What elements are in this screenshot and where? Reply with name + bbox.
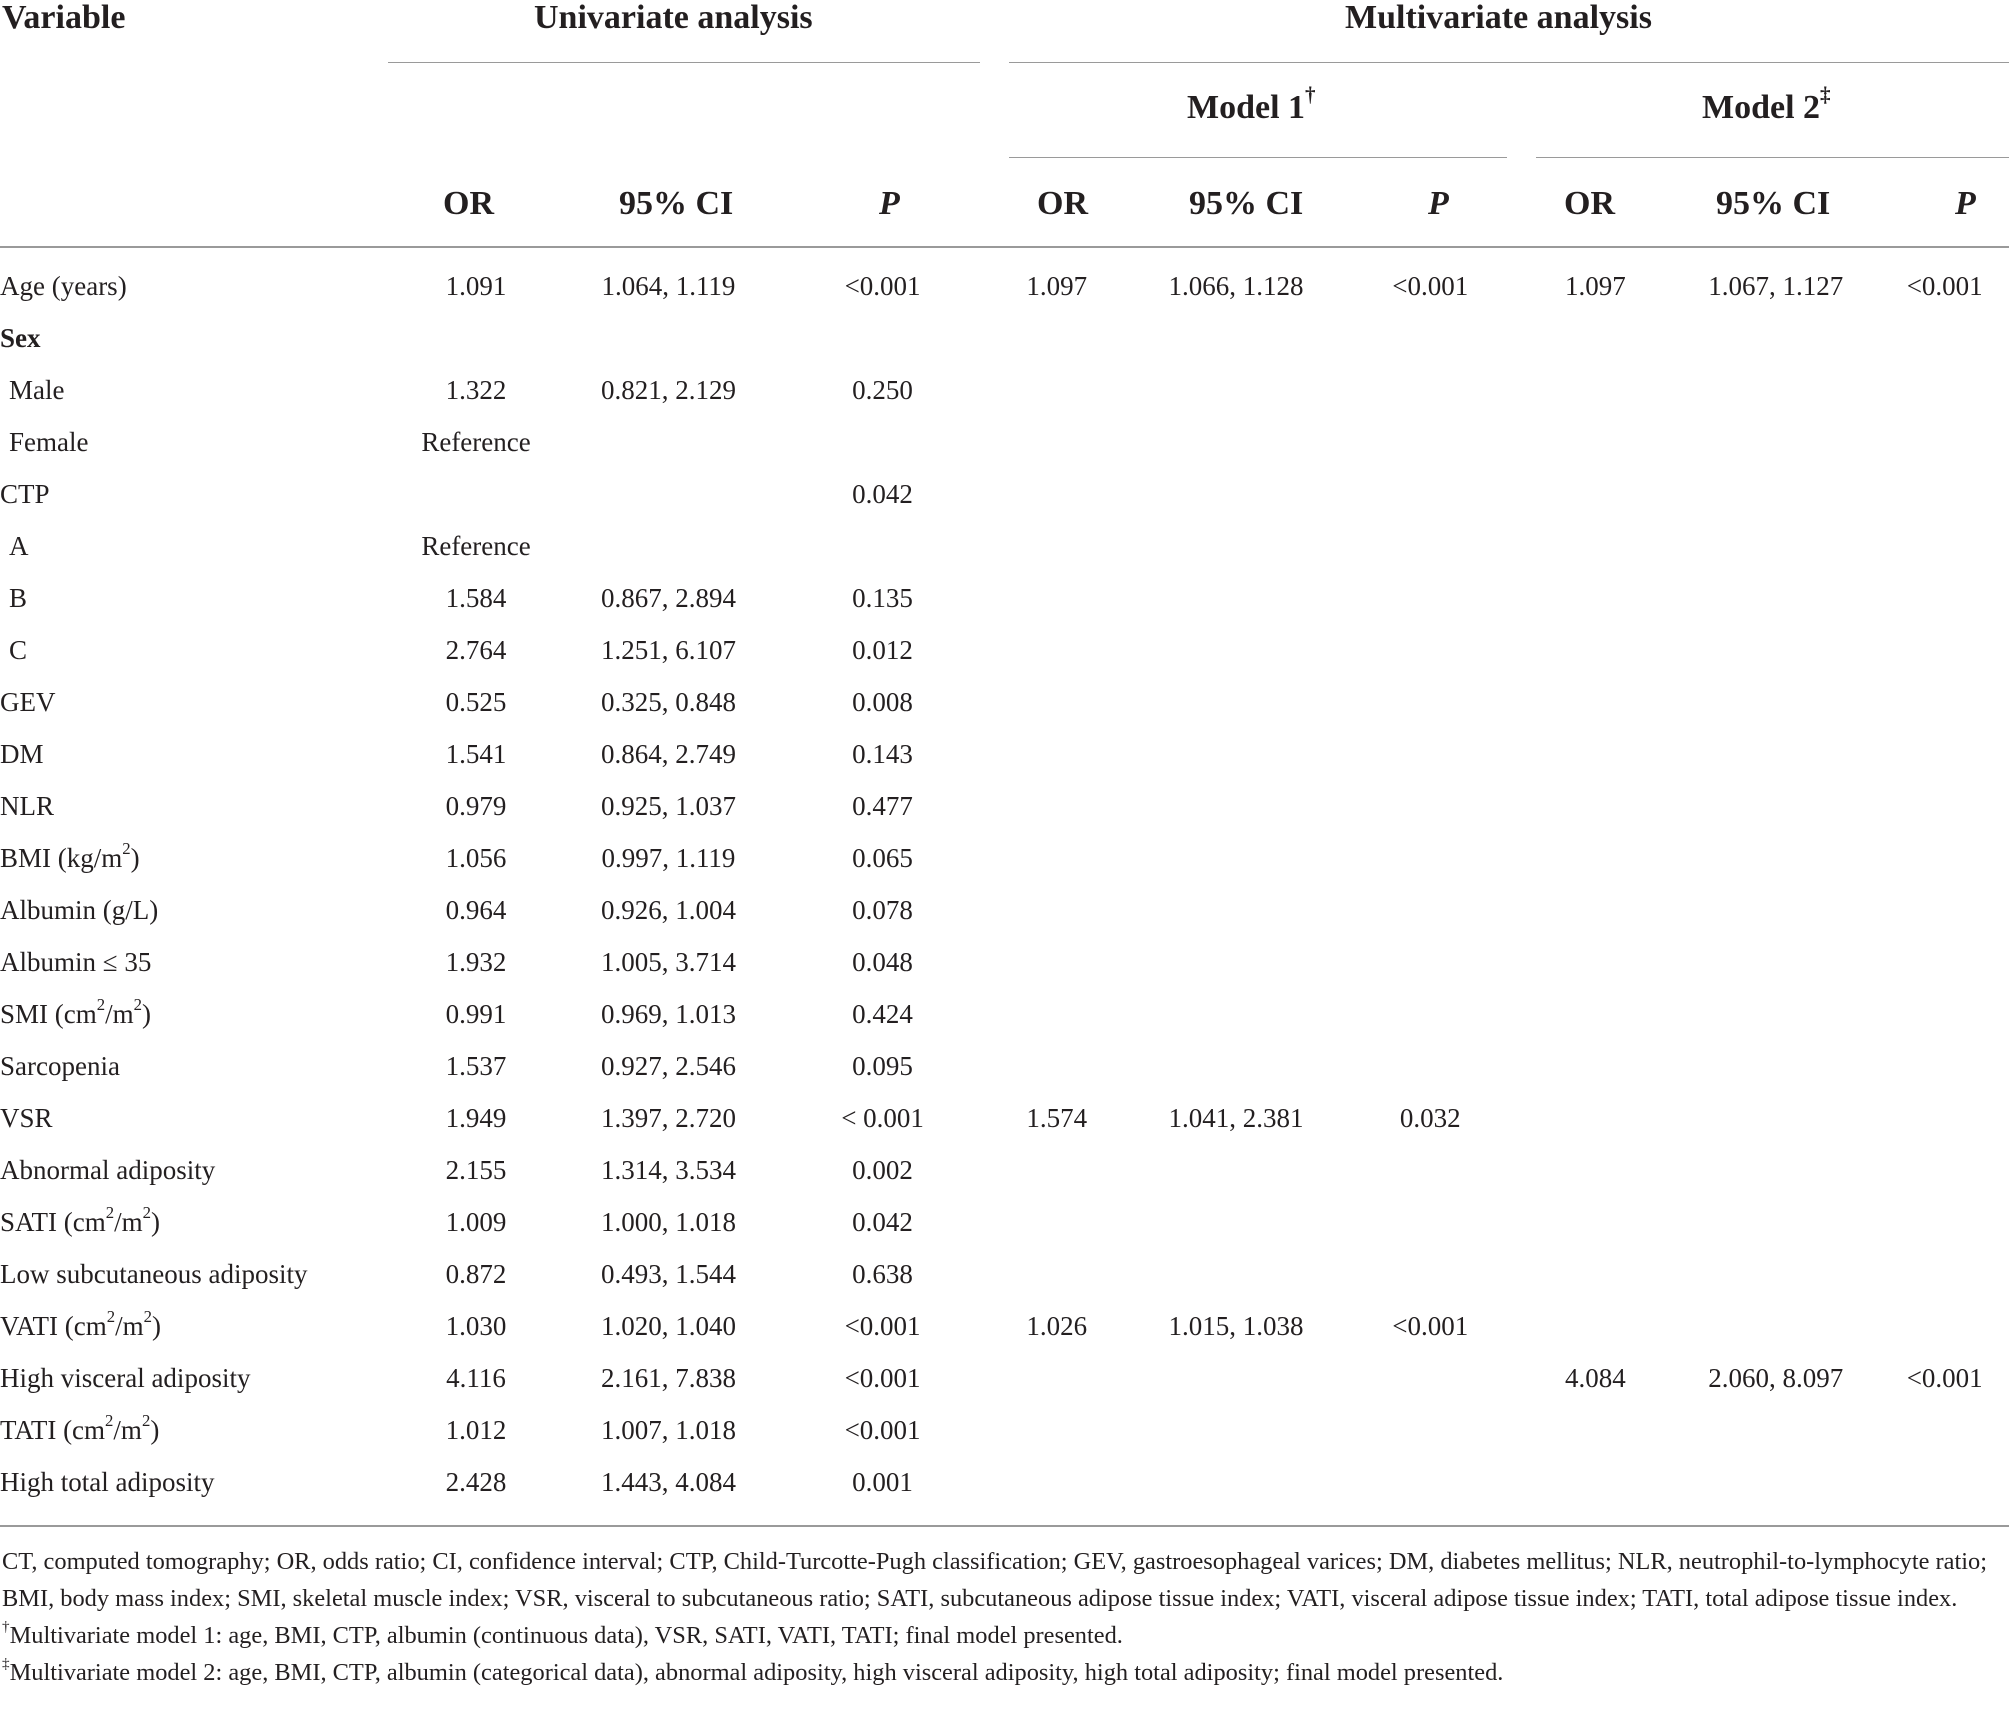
model1-p-cell	[1341, 1248, 1520, 1300]
model1-or-cell	[982, 728, 1131, 780]
model2-or-cell	[1520, 1196, 1671, 1248]
univariate-ci-cell: 1.020, 1.040	[600, 1311, 736, 1341]
model1-ci-cell	[1131, 1196, 1340, 1248]
table-row	[0, 416, 2009, 468]
model2-or-cell	[1520, 936, 1671, 988]
model1-ci-cell	[1131, 416, 1340, 468]
model2-ci-cell	[1671, 1248, 1880, 1300]
univariate-ci-cell	[554, 312, 783, 364]
univariate-p-cell: 0.012	[852, 635, 913, 665]
model2-or-cell	[1520, 1248, 1671, 1300]
model1-ci-cell	[1131, 1040, 1340, 1092]
model2-or-cell	[1520, 676, 1671, 728]
variable-label: Sarcopenia	[0, 1051, 120, 1081]
table-row	[0, 1248, 2009, 1300]
model1-or-cell	[982, 624, 1131, 676]
model1-ci-cell: 1.041, 2.381	[1168, 1103, 1304, 1133]
model2-or-cell	[1520, 572, 1671, 624]
model2-or-cell	[1520, 468, 1671, 520]
univariate-ci-cell: 0.926, 1.004	[600, 895, 736, 925]
model1-ci-cell	[1131, 1456, 1340, 1508]
model1-or-cell	[982, 1352, 1131, 1404]
header-model2: Model 2‡	[1702, 82, 1831, 126]
table-row	[0, 364, 2009, 416]
header-or-univariate: OR	[443, 185, 494, 222]
model1-p-cell	[1341, 468, 1520, 520]
model1-ci-cell	[1131, 624, 1340, 676]
model1-or-cell	[982, 780, 1131, 832]
model2-p-cell	[1880, 468, 2009, 520]
header-multivariate: Multivariate analysis	[1345, 0, 1652, 36]
model1-or-cell: 1.097	[1026, 271, 1088, 301]
model2-or-cell	[1520, 1456, 1671, 1508]
univariate-p-cell	[783, 312, 982, 364]
univariate-ci-cell	[554, 468, 783, 520]
model2-p-cell: <0.001	[1906, 1363, 1983, 1393]
variable-label: NLR	[0, 791, 54, 821]
header-univariate: Univariate analysis	[534, 0, 813, 36]
univariate-ci-cell: 1.314, 3.534	[600, 1155, 736, 1185]
model1-p-cell	[1341, 364, 1520, 416]
univariate-ci-cell	[554, 416, 783, 468]
model2-p-cell	[1880, 1300, 2009, 1352]
header-ci-model1: 95% CI	[1189, 185, 1304, 222]
model2-ci-cell	[1671, 364, 1880, 416]
model2-ci-cell	[1671, 520, 1880, 572]
model1-p-cell	[1341, 728, 1520, 780]
model2-p-cell	[1880, 884, 2009, 936]
model1-ci-cell	[1131, 364, 1340, 416]
univariate-ci-cell: 1.064, 1.119	[601, 271, 736, 301]
univariate-ci-cell	[554, 520, 783, 572]
univariate-p-cell: 0.477	[852, 791, 913, 821]
model1-p-cell	[1341, 1040, 1520, 1092]
univariate-ci-cell: 0.867, 2.894	[600, 583, 736, 613]
model2-or-cell	[1520, 1092, 1671, 1144]
model2-or-cell	[1520, 884, 1671, 936]
model1-p-cell	[1341, 520, 1520, 572]
univariate-or-cell: 1.009	[445, 1207, 507, 1237]
univariate-p-cell	[783, 416, 982, 468]
table-row	[0, 728, 2009, 780]
univariate-ci-cell: 2.161, 7.838	[600, 1363, 736, 1393]
model1-ci-cell	[1131, 312, 1340, 364]
model2-ci-cell	[1671, 1196, 1880, 1248]
univariate-or-cell: 0.525	[445, 687, 507, 717]
variable-label: High visceral adiposity	[0, 1363, 251, 1393]
univariate-or-cell: 0.872	[445, 1259, 507, 1289]
univariate-p-cell: <0.001	[844, 1415, 921, 1445]
model1-p-cell	[1341, 1196, 1520, 1248]
model1-ci-cell	[1131, 780, 1340, 832]
model1-or-cell	[982, 1404, 1131, 1456]
univariate-or-cell: 1.584	[445, 583, 507, 613]
header-or-model1: OR	[1037, 185, 1088, 222]
model2-or-cell	[1520, 1144, 1671, 1196]
model2-p-cell	[1880, 780, 2009, 832]
model1-ci-cell	[1131, 676, 1340, 728]
model1-or-cell	[982, 1144, 1131, 1196]
model1-or-cell	[982, 1456, 1131, 1508]
model1-p-cell	[1341, 676, 1520, 728]
model1-ci-cell	[1131, 1144, 1340, 1196]
model2-p-cell	[1880, 520, 2009, 572]
model1-rule	[1009, 157, 1507, 158]
model1-or-cell	[982, 1196, 1131, 1248]
multivariate-rule	[1009, 62, 2009, 63]
model2-ci-cell	[1671, 988, 1880, 1040]
univariate-p-cell: 0.078	[852, 895, 913, 925]
variable-label: VATI $(cm^2/m^2)$	[0, 1306, 161, 1341]
model1-ci-cell	[1131, 884, 1340, 936]
variable-label: CTP	[0, 479, 50, 509]
univariate-or-cell: 2.428	[445, 1467, 507, 1497]
model1-ci-cell	[1131, 1248, 1340, 1300]
model2-or-cell: 1.097	[1565, 271, 1626, 301]
model1-p-cell: <0.001	[1392, 271, 1469, 301]
univariate-p-cell: 0.638	[852, 1259, 913, 1289]
model2-ci-cell	[1671, 884, 1880, 936]
model1-p-cell	[1341, 312, 1520, 364]
variable-label: DM	[0, 739, 44, 769]
table-row	[0, 1040, 2009, 1092]
univariate-p-cell: 0.135	[852, 583, 913, 613]
model2-p-cell	[1880, 364, 2009, 416]
table-row	[0, 1092, 2009, 1144]
model1-or-cell	[982, 572, 1131, 624]
univariate-p-cell	[783, 520, 982, 572]
univariate-ci-cell: 1.005, 3.714	[600, 947, 736, 977]
variable-label: Low subcutaneous adiposity	[0, 1259, 308, 1289]
model2-ci-cell	[1671, 1456, 1880, 1508]
univariate-p-cell: 0.008	[852, 687, 913, 717]
univariate-ci-cell: 1.000, 1.018	[600, 1207, 736, 1237]
variable-label: Age (years)	[0, 271, 127, 301]
univariate-ci-cell: 1.251, 6.107	[600, 635, 736, 665]
model1-ci-cell	[1131, 832, 1340, 884]
model2-ci-cell	[1671, 1040, 1880, 1092]
univariate-ci-cell: 0.997, 1.119	[601, 843, 736, 873]
model2-ci-cell	[1671, 1144, 1880, 1196]
header-or-model2: OR	[1564, 185, 1615, 222]
univariate-or-cell: 1.541	[445, 739, 507, 769]
model2-p-cell	[1880, 1404, 2009, 1456]
univariate-p-cell: 0.424	[852, 999, 913, 1029]
model2-or-cell	[1520, 1300, 1671, 1352]
univariate-ci-cell: 0.493, 1.544	[600, 1259, 736, 1289]
model2-p-cell	[1880, 416, 2009, 468]
univariate-ci-cell: 0.325, 0.848	[600, 687, 736, 717]
model1-or-cell	[982, 936, 1131, 988]
univariate-p-cell: 0.250	[852, 375, 913, 405]
model2-or-cell	[1520, 1404, 1671, 1456]
table-row	[0, 624, 2009, 676]
model1-ci-cell	[1131, 728, 1340, 780]
univariate-ci-cell: 0.927, 2.546	[600, 1051, 736, 1081]
variable-label: B	[9, 583, 28, 613]
model2-ci-cell	[1671, 936, 1880, 988]
univariate-p-cell: 0.095	[852, 1051, 913, 1081]
model1-ci-cell	[1131, 1352, 1340, 1404]
model2-p-cell	[1880, 572, 2009, 624]
model1-ci-cell	[1131, 1404, 1340, 1456]
univariate-p-cell: 0.042	[852, 1207, 913, 1237]
univariate-p-cell: 0.065	[852, 843, 913, 873]
univariate-p-cell: 0.002	[852, 1155, 913, 1185]
univariate-ci-cell: 0.925, 1.037	[600, 791, 736, 821]
univariate-or-cell: 1.949	[445, 1103, 507, 1133]
model2-p-cell	[1880, 832, 2009, 884]
model2-p-cell	[1880, 1144, 2009, 1196]
model1-p-cell	[1341, 832, 1520, 884]
model1-ci-cell: 1.015, 1.038	[1168, 1311, 1304, 1341]
univariate-p-cell: <0.001	[844, 1311, 921, 1341]
univariate-p-cell: 0.143	[852, 739, 913, 769]
table-row	[0, 676, 2009, 728]
model2-p-cell	[1880, 1456, 2009, 1508]
footnote-abbreviations: CT, computed tomography; OR, odds ratio; CI, confidence interval; CTP, Child-Turcotte-Pugh classification; GEV, gastroesophageal varices; DM, diabetes mellitus; NLR, neutrophil-to-lymphocyte ratio; BMI, body mass index; SMI, skeletal muscle index; VSR, visceral to subcutaneous ratio; SATI, subcutaneous adipose tissue index; VATI, visceral adipose tissue index; TATI, total adipose tissue index.	[2, 1548, 1987, 1612]
univariate-or-cell: 1.322	[445, 375, 507, 405]
univariate-or-cell: 1.030	[445, 1311, 507, 1341]
model1-ci-cell	[1131, 572, 1340, 624]
model2-or-cell	[1520, 416, 1671, 468]
table-body	[0, 260, 2009, 1508]
model1-or-cell	[982, 1040, 1131, 1092]
model1-p-cell	[1341, 1456, 1520, 1508]
model1-p-cell	[1341, 780, 1520, 832]
footnote-model1: †Multivariate model 1: age, BMI, CTP, albumin (continuous data), VSR, SATI, VATI, TATI; final model presented.	[2, 1618, 1123, 1649]
data-table	[0, 260, 2009, 1508]
model1-p-cell	[1341, 1352, 1520, 1404]
univariate-ci-cell: 1.443, 4.084	[600, 1467, 736, 1497]
variable-label: Abnormal adiposity	[0, 1155, 216, 1185]
model1-ci-cell	[1131, 520, 1340, 572]
variable-label: Albumin ≤ 35	[0, 947, 152, 977]
model2-p-cell	[1880, 936, 2009, 988]
variable-label: BMI $(kg/m^2)$	[0, 838, 140, 873]
model2-p-cell	[1880, 1040, 2009, 1092]
model2-or-cell	[1520, 780, 1671, 832]
variable-label: Sex	[0, 323, 41, 353]
model2-p-cell	[1880, 624, 2009, 676]
model1-or-cell	[982, 988, 1131, 1040]
model1-p-cell	[1341, 624, 1520, 676]
header-bottom-rule	[0, 246, 2009, 248]
footnote-model2: ‡Multivariate model 2: age, BMI, CTP, albumin (categorical data), abnormal adiposity, high visceral adiposity, high total adiposity; final model presented.	[2, 1655, 1504, 1686]
model1-ci-cell	[1131, 468, 1340, 520]
model1-p-cell	[1341, 936, 1520, 988]
table-row	[0, 572, 2009, 624]
model2-or-cell	[1520, 832, 1671, 884]
model1-or-cell	[982, 1248, 1131, 1300]
variable-label: Female	[9, 427, 89, 457]
model2-ci-cell	[1671, 676, 1880, 728]
header-p-model2: P	[1955, 185, 1976, 222]
model1-or-cell	[982, 832, 1131, 884]
univariate-or-cell: 1.537	[445, 1051, 507, 1081]
table-row	[0, 832, 2009, 884]
model1-or-cell: 1.026	[1026, 1311, 1088, 1341]
univariate-ci-cell: 0.864, 2.749	[600, 739, 736, 769]
model2-ci-cell	[1671, 1300, 1880, 1352]
variable-label: GEV	[0, 687, 56, 717]
model2-ci-cell	[1671, 832, 1880, 884]
footnotes	[2, 1543, 2002, 1691]
model1-p-cell	[1341, 572, 1520, 624]
table-row	[0, 468, 2009, 520]
model1-ci-cell: 1.066, 1.128	[1168, 271, 1304, 301]
table-row	[0, 988, 2009, 1040]
variable-label: TATI $(cm^2/m^2)$	[0, 1410, 160, 1445]
model2-ci-cell	[1671, 624, 1880, 676]
header-variable: Variable	[2, 0, 126, 36]
model2-ci-cell	[1671, 728, 1880, 780]
univariate-or-cell: 0.991	[445, 999, 507, 1029]
univariate-p-cell: 0.001	[852, 1467, 913, 1497]
table-row	[0, 312, 2009, 364]
model2-or-cell	[1520, 988, 1671, 1040]
model2-or-cell: 4.084	[1565, 1363, 1626, 1393]
table-row	[0, 1352, 2009, 1404]
univariate-ci-cell: 1.007, 1.018	[600, 1415, 736, 1445]
model1-or-cell: 1.574	[1026, 1103, 1088, 1133]
univariate-p-cell: < 0.001	[841, 1103, 924, 1133]
header-ci-model2: 95% CI	[1716, 185, 1831, 222]
variable-label: SATI $(cm^2/m^2)$	[0, 1202, 160, 1237]
header-ci-univariate: 95% CI	[619, 185, 734, 222]
table-row	[0, 1144, 2009, 1196]
table-row	[0, 780, 2009, 832]
univariate-or-cell: 1.056	[445, 843, 507, 873]
univariate-or-cell: 2.764	[445, 635, 507, 665]
model2-p-cell	[1880, 676, 2009, 728]
univariate-p-cell: <0.001	[844, 271, 921, 301]
univariate-or-cell: Reference	[421, 531, 531, 561]
univariate-ci-cell: 0.969, 1.013	[600, 999, 736, 1029]
model2-ci-cell	[1671, 312, 1880, 364]
univariate-or-cell: 0.964	[445, 895, 507, 925]
model1-p-cell	[1341, 884, 1520, 936]
table-row	[0, 1456, 2009, 1508]
univariate-ci-cell: 0.821, 2.129	[600, 375, 736, 405]
table-row	[0, 1300, 2009, 1352]
header-model1: Model 1†	[1187, 82, 1316, 126]
table-row	[0, 260, 2009, 312]
model2-or-cell	[1520, 624, 1671, 676]
model1-or-cell	[982, 364, 1131, 416]
variable-label: A	[9, 531, 29, 561]
model2-p-cell	[1880, 312, 2009, 364]
univariate-ci-cell: 1.397, 2.720	[600, 1103, 736, 1133]
model1-or-cell	[982, 416, 1131, 468]
univariate-or-cell: 0.979	[445, 791, 507, 821]
model2-ci-cell	[1671, 780, 1880, 832]
table-bottom-rule	[0, 1525, 2009, 1527]
model2-or-cell	[1520, 728, 1671, 780]
model1-or-cell	[982, 676, 1131, 728]
model2-p-cell: <0.001	[1906, 271, 1983, 301]
table-row	[0, 520, 2009, 572]
model1-p-cell	[1341, 1144, 1520, 1196]
model1-or-cell	[982, 468, 1131, 520]
model2-ci-cell	[1671, 1092, 1880, 1144]
model1-p-cell	[1341, 1404, 1520, 1456]
model1-p-cell: <0.001	[1392, 1311, 1469, 1341]
model2-p-cell	[1880, 988, 2009, 1040]
model2-or-cell	[1520, 1040, 1671, 1092]
variable-label: VSR	[0, 1103, 53, 1133]
model1-p-cell	[1341, 416, 1520, 468]
header-p-univariate: P	[879, 185, 900, 222]
model2-p-cell	[1880, 728, 2009, 780]
table-row	[0, 1404, 2009, 1456]
model2-ci-cell	[1671, 416, 1880, 468]
univariate-or-cell: Reference	[421, 427, 531, 457]
univariate-p-cell: 0.048	[852, 947, 913, 977]
model2-or-cell	[1520, 364, 1671, 416]
model2-or-cell	[1520, 520, 1671, 572]
table-row	[0, 1196, 2009, 1248]
header-p-model1: P	[1428, 185, 1449, 222]
table-row	[0, 936, 2009, 988]
model2-or-cell	[1520, 312, 1671, 364]
univariate-or-cell: 1.932	[445, 947, 507, 977]
model1-ci-cell	[1131, 988, 1340, 1040]
variable-label: High total adiposity	[0, 1467, 215, 1497]
model2-ci-cell	[1671, 1404, 1880, 1456]
model2-p-cell	[1880, 1248, 2009, 1300]
variable-label: SMI $(cm^2/m^2)$	[0, 994, 152, 1029]
univariate-or-cell: 4.116	[446, 1363, 506, 1393]
variable-label: Albumin (g/L)	[0, 895, 159, 925]
model1-or-cell	[982, 884, 1131, 936]
univariate-or-cell	[398, 312, 554, 364]
model1-ci-cell	[1131, 936, 1340, 988]
univariate-rule	[388, 62, 980, 63]
model2-ci-cell: 2.060, 8.097	[1708, 1363, 1844, 1393]
variable-label: Male	[9, 375, 65, 405]
model1-or-cell	[982, 520, 1131, 572]
model1-p-cell: 0.032	[1399, 1103, 1461, 1133]
model2-ci-cell	[1671, 572, 1880, 624]
model2-p-cell	[1880, 1092, 2009, 1144]
univariate-or-cell: 2.155	[445, 1155, 507, 1185]
univariate-or-cell: 1.091	[445, 271, 507, 301]
variable-label: C	[9, 635, 28, 665]
univariate-p-cell: <0.001	[844, 1363, 921, 1393]
model2-rule	[1536, 157, 2009, 158]
model2-p-cell	[1880, 1196, 2009, 1248]
univariate-p-cell: 0.042	[852, 479, 913, 509]
model2-ci-cell: 1.067, 1.127	[1708, 271, 1844, 301]
table-row	[0, 884, 2009, 936]
model1-or-cell	[982, 312, 1131, 364]
model2-ci-cell	[1671, 468, 1880, 520]
model1-p-cell	[1341, 988, 1520, 1040]
univariate-or-cell: 1.012	[445, 1415, 507, 1445]
univariate-or-cell	[398, 468, 554, 520]
